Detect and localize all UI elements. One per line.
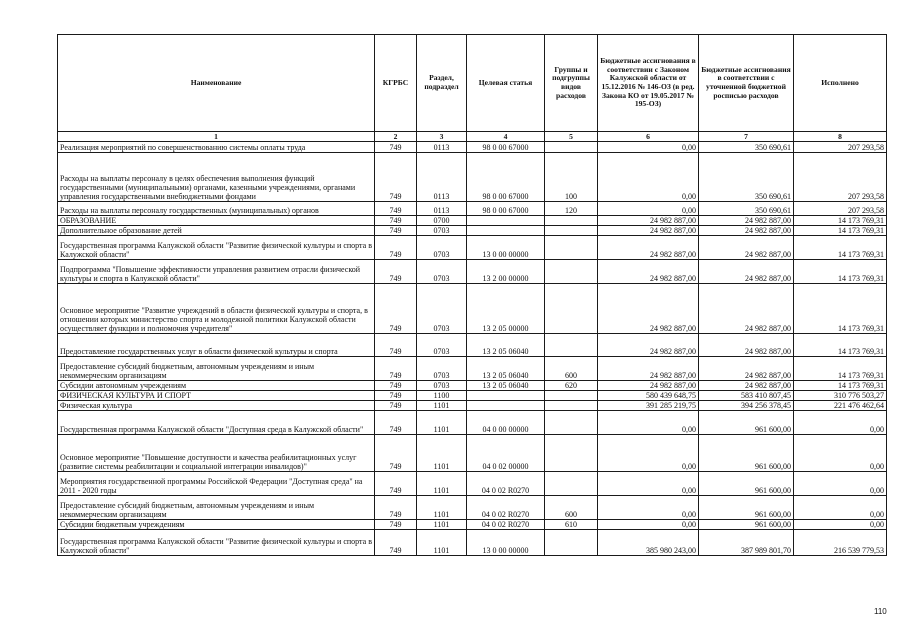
page-number: 110	[874, 607, 887, 616]
table-row	[58, 226, 887, 236]
row-name: Государственная программа Калужской области "Доступная среда в Калужской области"	[58, 411, 375, 435]
row-krbs: 749	[375, 411, 417, 435]
header-expense-group: Группы и подгруппы видов расходов	[545, 35, 598, 132]
row-section: 0703	[417, 357, 467, 381]
table-header-row	[58, 35, 887, 132]
row-expense-group	[545, 260, 598, 284]
row-refined-allocation: 24 982 887,00	[699, 357, 794, 381]
table-row	[58, 357, 887, 381]
row-law-allocation: 24 982 887,00	[598, 357, 699, 381]
table-row	[58, 142, 887, 153]
row-expense-group	[545, 216, 598, 226]
row-executed: 207 293,58	[794, 153, 887, 202]
header-refined-allocation: Бюджетные ассигнования в соответствии с уточненной бюджетной росписью расходов	[699, 35, 794, 132]
row-krbs: 749	[375, 284, 417, 334]
row-law-allocation: 24 982 887,00	[598, 334, 699, 357]
row-executed: 14 173 769,31	[794, 334, 887, 357]
table-row	[58, 260, 887, 284]
row-target	[467, 226, 545, 236]
column-number: 2	[375, 132, 417, 142]
row-executed: 207 293,58	[794, 142, 887, 153]
row-executed: 221 476 462,64	[794, 401, 887, 411]
row-section: 0700	[417, 216, 467, 226]
table-row	[58, 391, 887, 401]
row-name: ОБРАЗОВАНИЕ	[58, 216, 375, 226]
header-executed: Исполнено	[794, 35, 887, 132]
row-refined-allocation: 350 690,61	[699, 142, 794, 153]
row-krbs: 749	[375, 496, 417, 520]
row-refined-allocation: 394 256 378,45	[699, 401, 794, 411]
column-number-row	[58, 132, 887, 142]
row-name: Расходы на выплаты персоналу государственных (муниципальных) органов	[58, 202, 375, 216]
row-law-allocation: 0,00	[598, 202, 699, 216]
row-krbs: 749	[375, 520, 417, 530]
table-row	[58, 496, 887, 520]
row-name: Государственная программа Калужской области "Развитие физической культуры и спорта в Калужской области"	[58, 530, 375, 556]
row-name: Подпрограмма "Повышение эффективности управления развитием отрасли физической культуры и спорта в Калужской области"	[58, 260, 375, 284]
column-number: 4	[467, 132, 545, 142]
row-refined-allocation: 387 989 801,70	[699, 530, 794, 556]
row-law-allocation: 385 980 243,00	[598, 530, 699, 556]
row-law-allocation: 0,00	[598, 153, 699, 202]
table-row	[58, 202, 887, 216]
row-section: 1101	[417, 435, 467, 472]
row-name: Предоставление государственных услуг в области физической культуры и спорта	[58, 334, 375, 357]
column-number: 6	[598, 132, 699, 142]
table-row	[58, 334, 887, 357]
row-krbs: 749	[375, 435, 417, 472]
row-target	[467, 391, 545, 401]
row-law-allocation: 24 982 887,00	[598, 216, 699, 226]
row-executed: 310 776 503,27	[794, 391, 887, 401]
row-refined-allocation: 961 600,00	[699, 520, 794, 530]
row-section: 1101	[417, 472, 467, 496]
row-executed: 14 173 769,31	[794, 260, 887, 284]
table-row	[58, 411, 887, 435]
row-law-allocation: 0,00	[598, 472, 699, 496]
row-section: 0703	[417, 260, 467, 284]
row-name: Основное мероприятие "Повышение доступности и качества реабилитационных услуг (развитие системы реабилитации и социальной интеграции инвалидов)"	[58, 435, 375, 472]
row-refined-allocation: 24 982 887,00	[699, 226, 794, 236]
table-row	[58, 236, 887, 260]
row-expense-group: 600	[545, 496, 598, 520]
row-target: 04 0 02 R0270	[467, 472, 545, 496]
table-row	[58, 401, 887, 411]
row-expense-group	[545, 226, 598, 236]
row-krbs: 749	[375, 391, 417, 401]
row-executed: 216 539 779,53	[794, 530, 887, 556]
header-section: Раздел, подраздел	[417, 35, 467, 132]
row-executed: 0,00	[794, 520, 887, 530]
row-executed: 14 173 769,31	[794, 226, 887, 236]
row-krbs: 749	[375, 226, 417, 236]
row-name: ФИЗИЧЕСКАЯ КУЛЬТУРА И СПОРТ	[58, 391, 375, 401]
row-target: 98 0 00 67000	[467, 202, 545, 216]
row-section: 1101	[417, 520, 467, 530]
row-executed: 14 173 769,31	[794, 357, 887, 381]
row-name: Реализация мероприятий по совершенствованию системы оплаты труда	[58, 142, 375, 153]
row-krbs: 749	[375, 334, 417, 357]
row-section: 1100	[417, 391, 467, 401]
row-target: 13 2 05 06040	[467, 381, 545, 391]
row-refined-allocation: 583 410 807,45	[699, 391, 794, 401]
table-row	[58, 530, 887, 556]
table-row	[58, 520, 887, 530]
row-refined-allocation: 961 600,00	[699, 411, 794, 435]
row-refined-allocation: 24 982 887,00	[699, 260, 794, 284]
row-target: 13 0 00 00000	[467, 236, 545, 260]
row-section: 0113	[417, 153, 467, 202]
row-law-allocation: 0,00	[598, 435, 699, 472]
row-expense-group	[545, 472, 598, 496]
row-refined-allocation: 961 600,00	[699, 496, 794, 520]
row-refined-allocation: 24 982 887,00	[699, 381, 794, 391]
row-krbs: 749	[375, 472, 417, 496]
row-name: Дополнительное образование детей	[58, 226, 375, 236]
row-name: Расходы на выплаты персоналу в целях обеспечения выполнения функций государственными (муниципальными) органами, казенными учреждениями, органами управления государственными внебюджетными фондами	[58, 153, 375, 202]
row-law-allocation: 0,00	[598, 520, 699, 530]
row-name: Основное мероприятие "Развитие учреждений в области физической культуры и спорта, в отношении которых министерство спорта и молодежной политики Калужской области осуществляет функции и полномочия учредителя"	[58, 284, 375, 334]
row-section: 0703	[417, 236, 467, 260]
row-name: Предоставление субсидий бюджетным, автономным учреждениям и иным некоммерческим организациям	[58, 496, 375, 520]
row-law-allocation: 580 439 648,75	[598, 391, 699, 401]
row-target: 13 0 00 00000	[467, 530, 545, 556]
header-krbs: КГРБС	[375, 35, 417, 132]
column-number: 1	[58, 132, 375, 142]
column-number: 5	[545, 132, 598, 142]
row-refined-allocation: 24 982 887,00	[699, 216, 794, 226]
row-krbs: 749	[375, 236, 417, 260]
row-expense-group	[545, 435, 598, 472]
row-name: Мероприятия государственной программы Российской Федерации "Доступная среда" на 2011 - 2020 годы	[58, 472, 375, 496]
row-executed: 0,00	[794, 435, 887, 472]
row-expense-group: 610	[545, 520, 598, 530]
row-executed: 14 173 769,31	[794, 236, 887, 260]
row-expense-group: 600	[545, 357, 598, 381]
row-law-allocation: 0,00	[598, 411, 699, 435]
row-law-allocation: 24 982 887,00	[598, 226, 699, 236]
row-expense-group: 120	[545, 202, 598, 216]
table-row	[58, 153, 887, 202]
row-section: 0703	[417, 334, 467, 357]
row-expense-group: 100	[545, 153, 598, 202]
row-section: 1101	[417, 401, 467, 411]
row-target	[467, 216, 545, 226]
row-expense-group	[545, 142, 598, 153]
row-name: Государственная программа Калужской области "Развитие физической культуры и спорта в Калужской области"	[58, 236, 375, 260]
row-law-allocation: 24 982 887,00	[598, 381, 699, 391]
row-krbs: 749	[375, 357, 417, 381]
row-executed: 0,00	[794, 472, 887, 496]
column-number: 3	[417, 132, 467, 142]
table-row	[58, 472, 887, 496]
row-section: 0703	[417, 381, 467, 391]
row-law-allocation: 0,00	[598, 496, 699, 520]
row-name: Субсидии бюджетным учреждениям	[58, 520, 375, 530]
row-section: 0113	[417, 142, 467, 153]
header-target: Целевая статья	[467, 35, 545, 132]
row-refined-allocation: 350 690,61	[699, 153, 794, 202]
row-name: Физическая культура	[58, 401, 375, 411]
row-krbs: 749	[375, 401, 417, 411]
row-executed: 14 173 769,31	[794, 284, 887, 334]
row-expense-group	[545, 411, 598, 435]
row-section: 1101	[417, 496, 467, 520]
row-target: 13 2 05 06040	[467, 357, 545, 381]
row-target: 13 2 05 06040	[467, 334, 545, 357]
row-expense-group	[545, 401, 598, 411]
table-row	[58, 435, 887, 472]
row-krbs: 749	[375, 260, 417, 284]
row-refined-allocation: 961 600,00	[699, 435, 794, 472]
row-krbs: 749	[375, 202, 417, 216]
row-section: 0703	[417, 284, 467, 334]
row-refined-allocation: 350 690,61	[699, 202, 794, 216]
row-target: 04 0 02 R0270	[467, 496, 545, 520]
row-name: Субсидии автономным учреждениям	[58, 381, 375, 391]
row-executed: 14 173 769,31	[794, 381, 887, 391]
row-executed: 0,00	[794, 496, 887, 520]
table-row	[58, 216, 887, 226]
row-target: 98 0 00 67000	[467, 142, 545, 153]
row-law-allocation: 24 982 887,00	[598, 284, 699, 334]
row-law-allocation: 391 285 219,75	[598, 401, 699, 411]
row-target: 98 0 00 67000	[467, 153, 545, 202]
row-expense-group	[545, 530, 598, 556]
table-row	[58, 381, 887, 391]
row-refined-allocation: 24 982 887,00	[699, 334, 794, 357]
row-target	[467, 401, 545, 411]
row-krbs: 749	[375, 216, 417, 226]
header-law-allocation: Бюджетные ассигнования в соответствии с Законом Калужской области от 15.12.2016 № 146-ОЗ (в ред. Закона КО от 19.05.2017 № 195-ОЗ)	[598, 35, 699, 132]
row-target: 04 0 02 00000	[467, 435, 545, 472]
row-section: 0113	[417, 202, 467, 216]
column-number: 8	[794, 132, 887, 142]
row-target: 04 0 00 00000	[467, 411, 545, 435]
row-expense-group	[545, 236, 598, 260]
row-refined-allocation: 961 600,00	[699, 472, 794, 496]
budget-table	[57, 34, 887, 556]
row-target: 13 2 00 00000	[467, 260, 545, 284]
row-section: 0703	[417, 226, 467, 236]
row-executed: 0,00	[794, 411, 887, 435]
row-law-allocation: 0,00	[598, 142, 699, 153]
row-executed: 14 173 769,31	[794, 216, 887, 226]
row-name: Предоставление субсидий бюджетным, автономным учреждениям и иным некоммерческим организациям	[58, 357, 375, 381]
header-name: Наименование	[58, 35, 375, 132]
row-krbs: 749	[375, 142, 417, 153]
row-expense-group	[545, 284, 598, 334]
row-target: 04 0 02 R0270	[467, 520, 545, 530]
row-krbs: 749	[375, 153, 417, 202]
row-expense-group	[545, 334, 598, 357]
row-law-allocation: 24 982 887,00	[598, 236, 699, 260]
row-krbs: 749	[375, 530, 417, 556]
row-executed: 207 293,58	[794, 202, 887, 216]
row-section: 1101	[417, 411, 467, 435]
row-section: 1101	[417, 530, 467, 556]
row-target: 13 2 05 00000	[467, 284, 545, 334]
row-expense-group: 620	[545, 381, 598, 391]
row-expense-group	[545, 391, 598, 401]
row-refined-allocation: 24 982 887,00	[699, 236, 794, 260]
column-number: 7	[699, 132, 794, 142]
row-krbs: 749	[375, 381, 417, 391]
table-row	[58, 284, 887, 334]
row-law-allocation: 24 982 887,00	[598, 260, 699, 284]
row-refined-allocation: 24 982 887,00	[699, 284, 794, 334]
